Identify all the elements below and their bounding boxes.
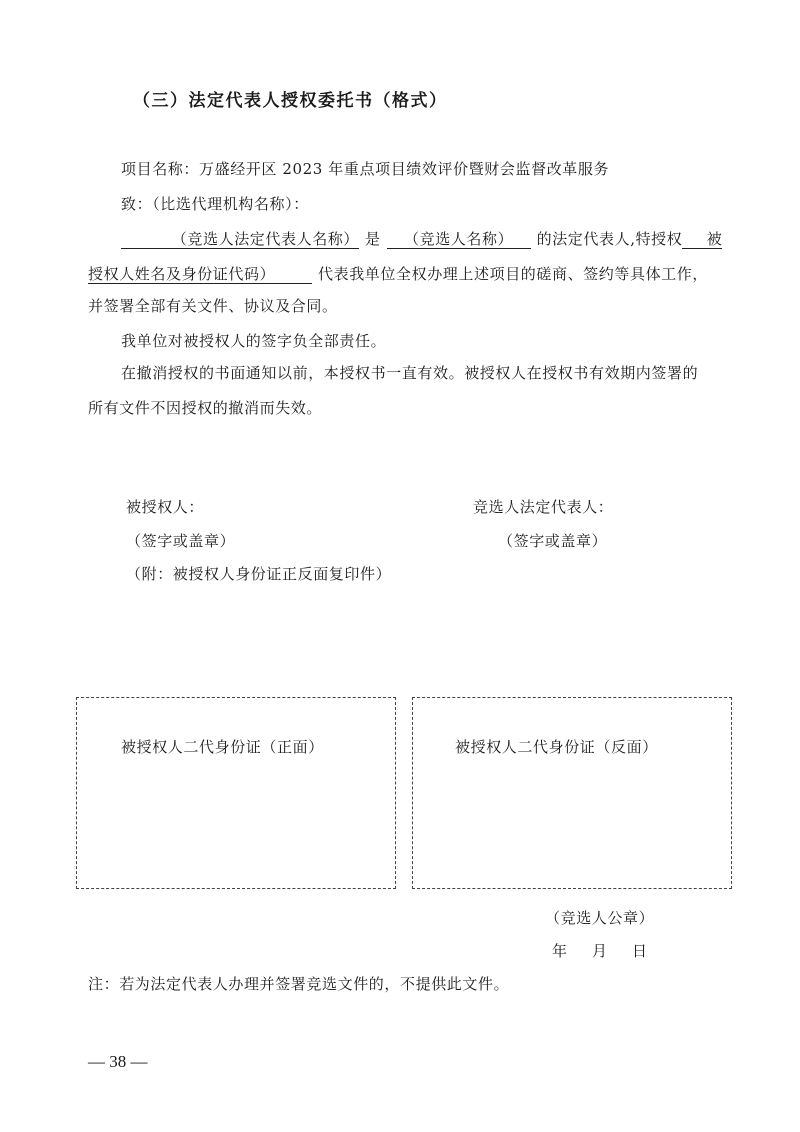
- is-text: 是: [365, 230, 381, 248]
- date-month: 月: [592, 942, 608, 960]
- addressee-line: 致：（比选代理机构名称）：: [121, 195, 309, 213]
- responsibility-line: 我单位对被授权人的签字负全部责任。: [121, 332, 387, 350]
- authorization-text-1: 的法定代表人,特授权: [536, 230, 683, 248]
- authorized-person-field-part1: 被: [682, 231, 722, 249]
- authorization-line-3: 并签署全部有关文件、协议及合同。: [88, 297, 338, 315]
- date-day: 日: [632, 942, 648, 960]
- id-card-back-label: 被授权人二代身份证（反面）: [455, 738, 658, 756]
- authorized-person-field-part2: 授权人姓名及身份证代码）: [88, 266, 312, 284]
- legal-representative-signature: （签字或盖章）: [498, 532, 608, 550]
- representative-name-field: （竞选人法定代表人名称）: [121, 231, 359, 249]
- bidder-name-field: （竞选人名称）: [387, 231, 531, 249]
- authorization-line-1: [121, 228, 722, 249]
- project-name-line: 项目名称：万盛经开区 2023 年重点项目绩效评价暨财会监督改革服务: [121, 160, 610, 178]
- footnote: 注：若为法定代表人办理并签署竞选文件的，不提供此文件。: [88, 975, 510, 993]
- authorized-person-label: 被授权人：: [126, 498, 205, 516]
- page-number: — 38 —: [88, 1052, 148, 1071]
- bidder-seal: （竞选人公章）: [545, 909, 655, 927]
- id-card-front-label: 被授权人二代身份证（正面）: [121, 738, 324, 756]
- validity-line-1: 在撤消授权的书面通知以前，本授权书一直有效。被授权人在授权书有效期内签署的: [121, 364, 699, 382]
- attachment-note: （附：被授权人身份证正反面复印件）: [126, 565, 392, 583]
- authorization-text-2: 代表我单位全权办理上述项目的磋商、签约等具体工作，: [318, 265, 709, 283]
- authorization-line-2: [88, 263, 708, 284]
- id-card-front-box: [76, 697, 396, 889]
- legal-representative-label: 竞选人法定代表人：: [473, 498, 614, 516]
- validity-line-2: 所有文件不因授权的撤消而失效。: [88, 399, 323, 417]
- authorized-person-signature: （签字或盖章）: [126, 532, 236, 550]
- document-title: （三）法定代表人授权委托书（格式）: [133, 91, 448, 111]
- id-card-back-box: [412, 697, 732, 889]
- date-year: 年: [552, 942, 568, 960]
